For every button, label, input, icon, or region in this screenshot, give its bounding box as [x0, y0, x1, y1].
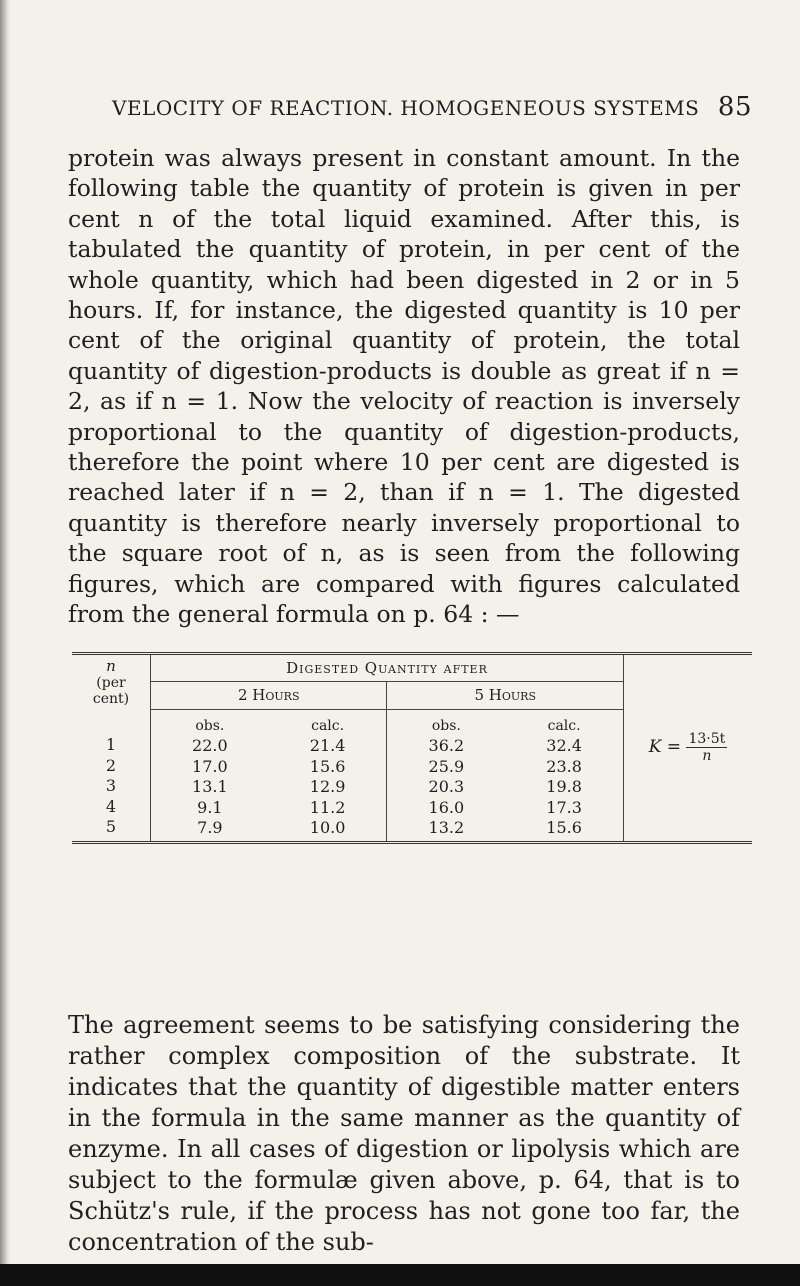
n-values: 1 2 3 4 5 [72, 709, 151, 842]
page-binding-edge [0, 0, 10, 1286]
formula-fraction [686, 731, 727, 764]
digestion-table [72, 652, 752, 844]
obs-5h-column [387, 709, 505, 842]
scan-bottom-edge [0, 1264, 800, 1286]
formula-cell [624, 654, 753, 843]
calc-2h-values: 21.4 15.6 12.9 11.2 10.0 [309, 736, 346, 837]
obs-2h-column [151, 709, 269, 842]
calc-5h-label: calc. [547, 717, 581, 734]
n-column-header [72, 654, 151, 710]
formula-numerator: 13·5t [688, 731, 726, 748]
page-number: 85 [717, 92, 752, 122]
calc-2h-column [269, 709, 387, 842]
running-title: VELOCITY OF REACTION. HOMOGENEOUS SYSTEMS [112, 96, 700, 120]
running-header [112, 92, 752, 122]
paragraph-2: The agreement seems to be satisfying considering the rather complex composition of the substrate. It indicates that the quantity of digestible matter enters in the formula in the same manner as the quantity of enzyme. In all cases of digestion or lipolysis which are subject to the formulæ given above, p. 64, that is to Schütz's rule, if the process has not gone too far, the concentration of the sub- [68, 1011, 740, 1256]
obs-5h-values: 36.2 25.9 20.3 16.0 13.2 [428, 736, 465, 837]
formula-denominator: n [702, 748, 712, 765]
n-symbol: n [106, 657, 116, 675]
obs-2h-values: 22.0 17.0 13.1 9.1 7.9 [192, 736, 228, 837]
obs-5h-label: obs. [431, 717, 461, 734]
sub-header-5-hours: 5 Hours [387, 682, 624, 709]
obs-2h-label: obs. [195, 717, 225, 734]
calc-5h-values: 32.4 23.8 19.8 17.3 15.6 [546, 736, 582, 837]
sub-header-2-hours: 2 Hours [151, 682, 387, 709]
calc-2h-label: calc. [311, 717, 345, 734]
calc-5h-column [505, 709, 623, 842]
formula-lhs: K = [648, 737, 682, 758]
n-unit: (per cent) [92, 675, 130, 707]
paragraph-1: protein was always present in constant amount. In the following table the quantity of protein is given in per cent n of the total liquid examined. After this, is tabulated the quantity of protein, in per cent of the whole quantity, which had been digested in 2 or in 5 hours. If, for instance, the digested quantity is 10 per cent of the original quantity of protein, the total quantity of digestion-products is double as great if n = 2, as if n = 1. Now the velocity of reaction is inversely proportional to the quantity of digestion-products, therefore the point where 10 per cent are digested is reached later if n = 2, than if n = 1. The digested quantity is therefore nearly inversely proportional to the square root of n, as is seen from the following figures, which are compared with figures calculated from the general formula on p. 64 : — [68, 144, 740, 629]
group-header: Digested Quantity after [151, 654, 624, 682]
